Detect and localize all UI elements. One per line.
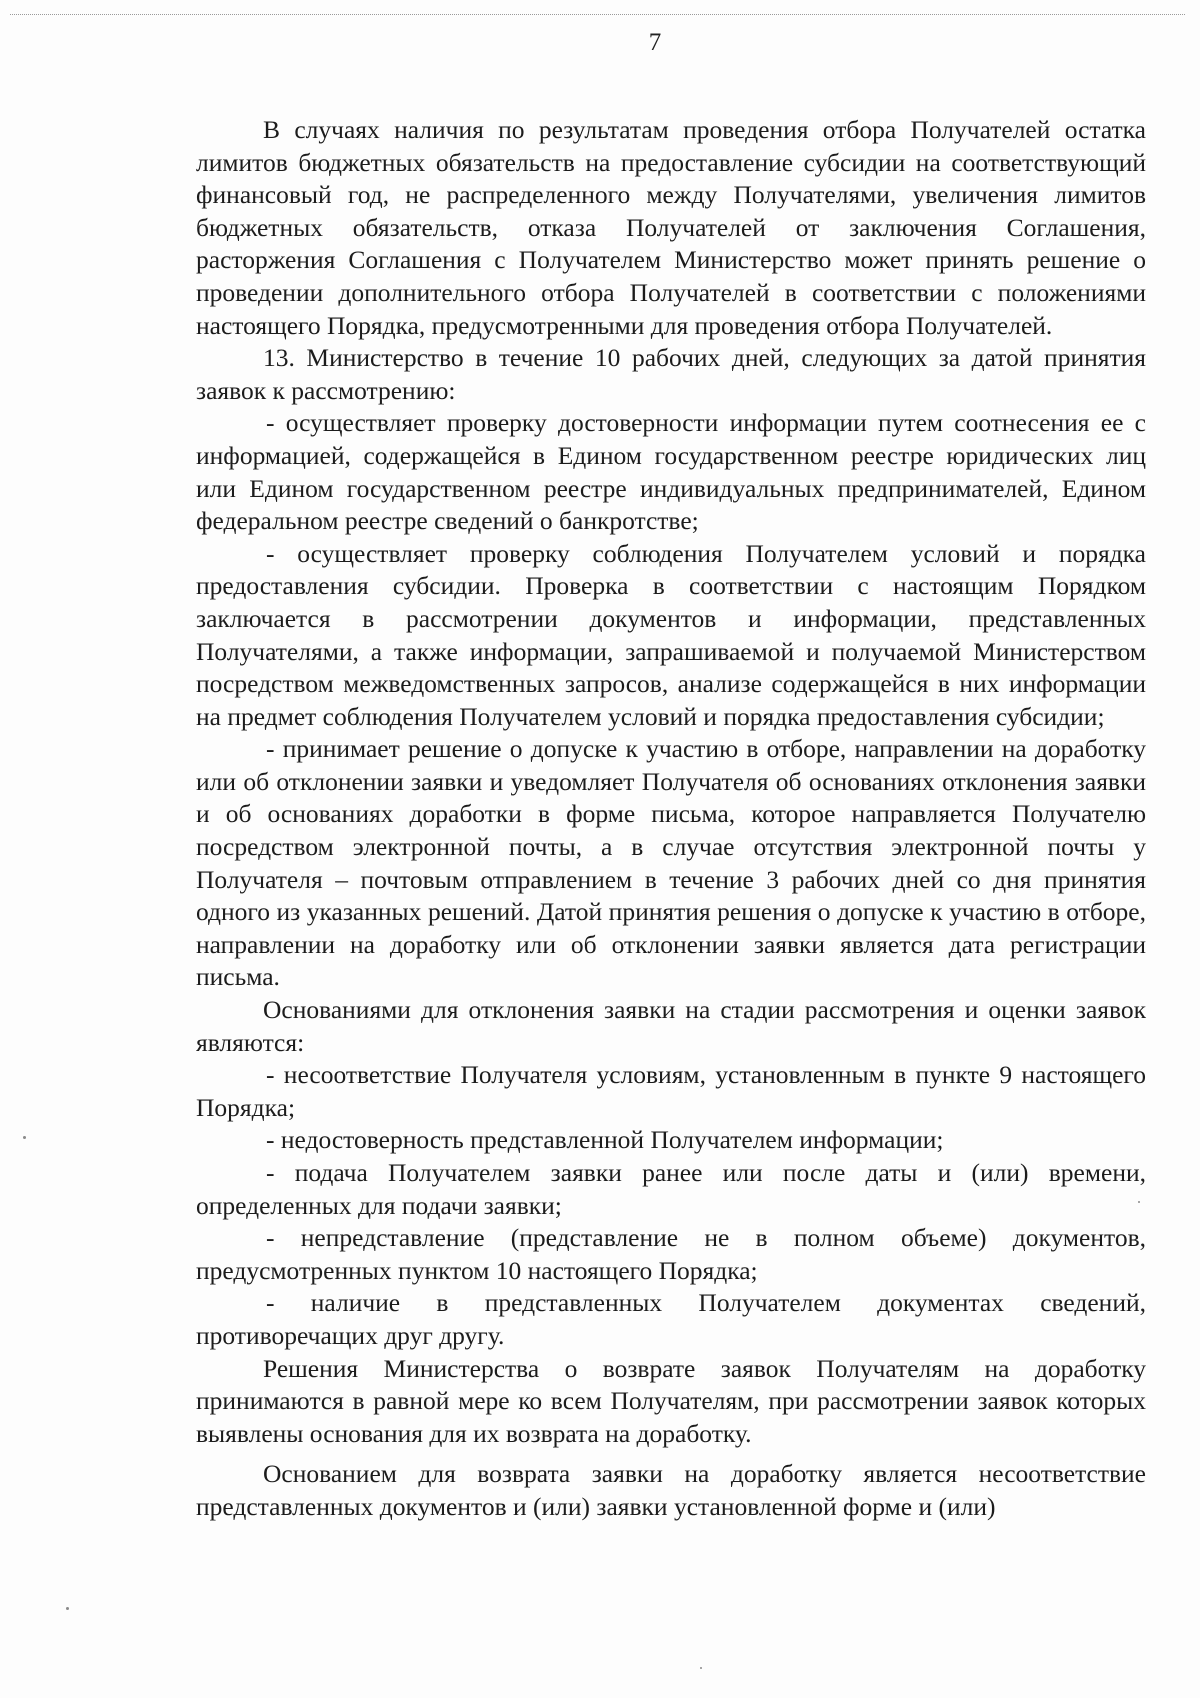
paragraph-rejection-ground-5: - наличие в представленных Получателем документах сведений, противоречащих друг другу. [196, 1288, 1146, 1350]
paragraph-decision-bullet: - принимает решение о допуске к участию в отборе, направлении на доработку или об отклонении заявки и уведомляет Получателя об основаниях отклонения заявки и об основаниях доработки в форме письма, которое направляется Получателю посредством электронной почты, а в случае отсутствия электронной почты у Получателя – почтовым отправлением в течение 3 рабочих дней со дня принятия одного из указанных решений. Датой принятия решения о допуске к участию в отборе, направлении на доработку или об отклонении заявки является дата регистрации письма. [196, 734, 1146, 992]
page-number: 7 [648, 29, 662, 56]
paragraph-rejection-grounds-intro: Основаниями для отклонения заявки на стадии рассмотрения и оценки заявок являются: [196, 995, 1146, 1057]
scan-speck [1138, 1201, 1140, 1203]
scan-speck [66, 1607, 69, 1610]
paragraph-item-13: 13. Министерство в течение 10 рабочих дней, следующих за датой принятия заявок к рассмотрению: [196, 343, 1146, 405]
paragraph-return-grounds: Основанием для возврата заявки на доработку является несоответствие представленных документов и (или) заявки установленной форме и (или) [196, 1459, 1146, 1521]
scan-top-edge [10, 14, 1185, 21]
paragraph-compliance-bullet: - осуществляет проверку соблюдения Получателем условий и порядка предоставления субсидии. Проверка в соответствии с настоящим Порядком заключается в рассмотрении документов и информации, представленных Получателями, а также информации, запрашиваемой и получаемой Министерством посредством межведомственных запросов, анализе содержащейся в них информации на предмет соблюдения Получателем условий и порядка предоставления субсидии; [196, 538, 1146, 731]
paragraph-additional-selection: В случаях наличия по результатам проведения отбора Получателей остатка лимитов бюджетных обязательств на предоставление субсидии на соответствующий финансовый год, не распределенного между Получателями, увеличения лимитов бюджетных обязательств, отказа Получателей от заключения Соглашения, расторжения Соглашения с Получателем Министерство может принять решение о проведении дополнительного отбора Получателей в соответствии с положениями настоящего Порядка, предусмотренными для проведения отбора Получателей. [196, 115, 1146, 340]
scan-speck [23, 1136, 26, 1139]
document-body [196, 114, 1146, 1524]
paragraph-rejection-ground-4: - непредставление (представление не в полном объеме) документов, предусмотренных пунктом 10 настоящего Порядка; [196, 1223, 1146, 1285]
paragraph-rejection-ground-2: - недостоверность представленной Получателем информации; [266, 1125, 944, 1155]
scan-speck [700, 1667, 702, 1669]
paragraph-return-decisions: Решения Министерства о возврате заявок Получателям на доработку принимаются в равной мере ко всем Получателям, при рассмотрении заявок которых выявлены основания для их возврата на доработку. [196, 1353, 1146, 1448]
paragraph-rejection-ground-3: - подача Получателем заявки ранее или после даты и (или) времени, определенных для подачи заявки; [196, 1158, 1146, 1220]
paragraph-verification-bullet: - осуществляет проверку достоверности информации путем соотнесения ее с информацией, содержащейся в Едином государственном реестре юридических лиц или Едином государственном реестре индивидуальных предпринимателей, Едином федеральном реестре сведений о банкротстве; [196, 408, 1146, 536]
paragraph-rejection-ground-1: - несоответствие Получателя условиям, установленным в пункте 9 настоящего Порядка; [196, 1060, 1146, 1122]
